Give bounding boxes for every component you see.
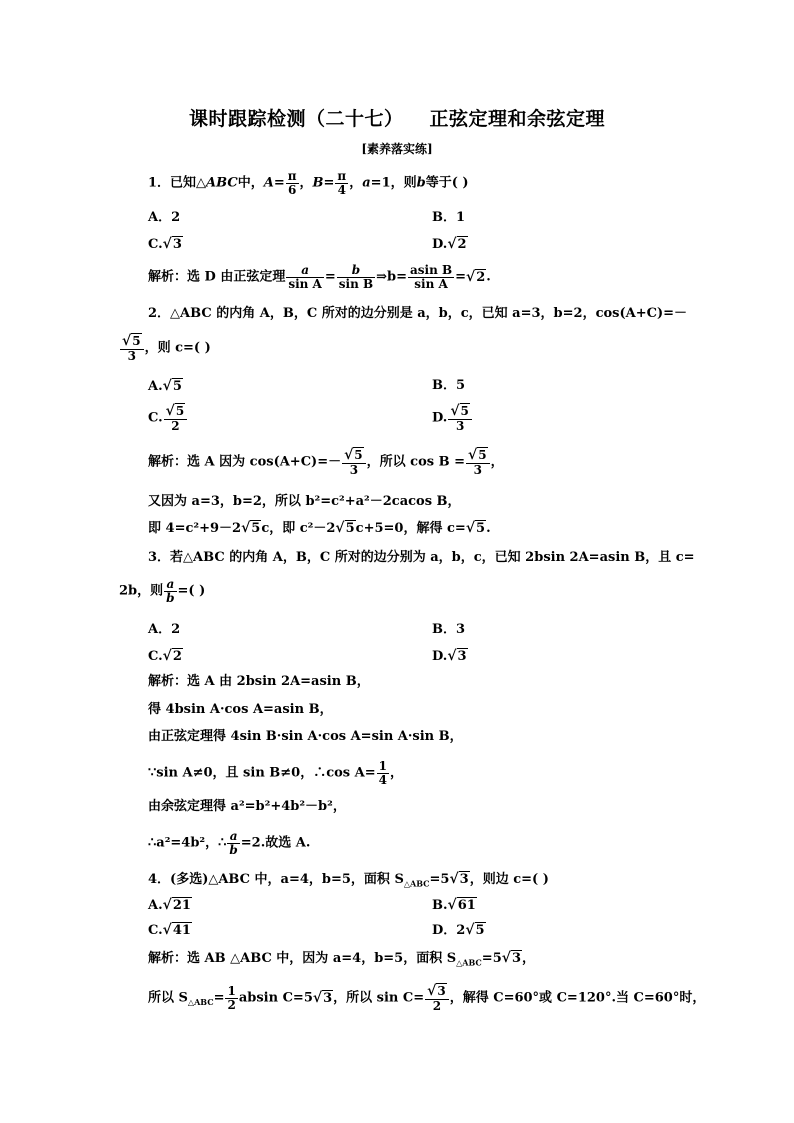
q2-stem-line2: $\frac{√5}{3}$ ，则 c=( ) [122, 333, 211, 363]
q3-option-a: A．2 [148, 622, 181, 637]
section-label: [素养落实练] [361, 142, 433, 156]
q2-option-d: D. $\frac{√5}{3}$ [432, 404, 473, 432]
q3-stem-line2: 2b，则 $\frac{a}{b}$ =( ) [119, 577, 206, 605]
q4-option-d: D．2√5 [432, 922, 485, 938]
q3-stem-line1: 3．若△ABC 的内角 A，B，C 所对的边分别为 a，b，c，已知 2bsin 2A=asin B，且 c= [148, 550, 695, 565]
q2-option-c: C. $\frac{√5}{2}$ [148, 404, 188, 432]
q3-solution-1: 解析：选 A 由 2bsin 2A=asin B， [148, 674, 370, 689]
q1-option-c: C.√3 [148, 236, 182, 252]
q2-option-a: A.√5 [148, 378, 182, 394]
q2-stem-line1: 2．△ABC 的内角 A，B，C 所对的边分别是 a，b，c，已知 a=3，b=2，cos(A+C)=－ [148, 306, 687, 321]
q3-solution-2: 得 4bsin A·cos A=asin B， [148, 702, 333, 717]
q1-solution: 解析：选 D 由正弦定理 $\frac{a}{\text{sin A}}$ = $\frac{b}{\text{sin B}}$ ⇒b= $\frac{\text{asin B}}{\text{sin A}}$ =√2. [148, 263, 491, 291]
q4-option-b: B.√61 [432, 897, 476, 913]
q2-option-b: B．5 [432, 378, 466, 393]
q3-solution-3: 由正弦定理得 4sin B·sin A·cos A=sin A·sin B， [148, 729, 463, 744]
q2-solution-1: 解析：选 A 因为 cos(A+C)=－ $\frac{√5}{3}$ ，所以 cos B = $\frac{√5}{3}$ ， [148, 447, 504, 477]
q4-option-c: C.√41 [148, 922, 191, 938]
q3-option-d: D.√3 [432, 648, 467, 664]
q4-stem: 4．(多选)△ABC 中，a=4，b=5，面积 $S_{\triangle ABC}=5√3$，则边 c=( ) [148, 871, 549, 889]
q2-solution-2: 又因为 a=3，b=2，所以 b²=c²+a²－2cacos B， [148, 494, 461, 509]
q1-option-d: D.√2 [432, 236, 467, 252]
q4-option-a: A.√21 [148, 897, 191, 913]
q1-option-a: A．2 [148, 210, 181, 225]
q2-solution-3: 即 4=c²+9－2√5c，即 c²－2√5c+5=0，解得 c=√5. [148, 520, 491, 536]
title-topic: 正弦定理和余弦定理 [429, 108, 606, 130]
q3-solution-6: ∴a²=4b²，∴ $\frac{a}{b}$ =2.故选 A. [148, 829, 311, 857]
q3-solution-5: 由余弦定理得 a²=b²+4b²－b²， [148, 799, 346, 814]
q3-solution-4: ∵sin A≠0，且 sin B≠0，∴cos A= $\frac{1}{4}$ ， [148, 759, 404, 787]
q4-solution-2: 所以 $S_{\triangle ABC}=$ $\frac{1}{2}$ absin C=5√3，所以 sin C= $\frac{√3}{2}$ ，解得 C=60°或 C=120°.当 C=60°时， [148, 983, 706, 1013]
page-title [0, 104, 794, 131]
q1-stem: 1．已知△ABC中，A= $\frac{\pi}{6}$ ，B= $\frac{\pi}{4}$ ，a=1，则b等于( ) [148, 169, 469, 197]
title-main: 课时跟踪检测（二十七） [188, 108, 404, 130]
q4-solution-1: 解析：选 AB △ABC 中，因为 a=4，b=5，面积 $S_{\triangle ABC}=5√3$， [148, 950, 536, 968]
q3-option-b: B．3 [432, 622, 466, 637]
q3-option-c: C.√2 [148, 648, 182, 664]
q1-option-b: B．1 [432, 210, 466, 225]
